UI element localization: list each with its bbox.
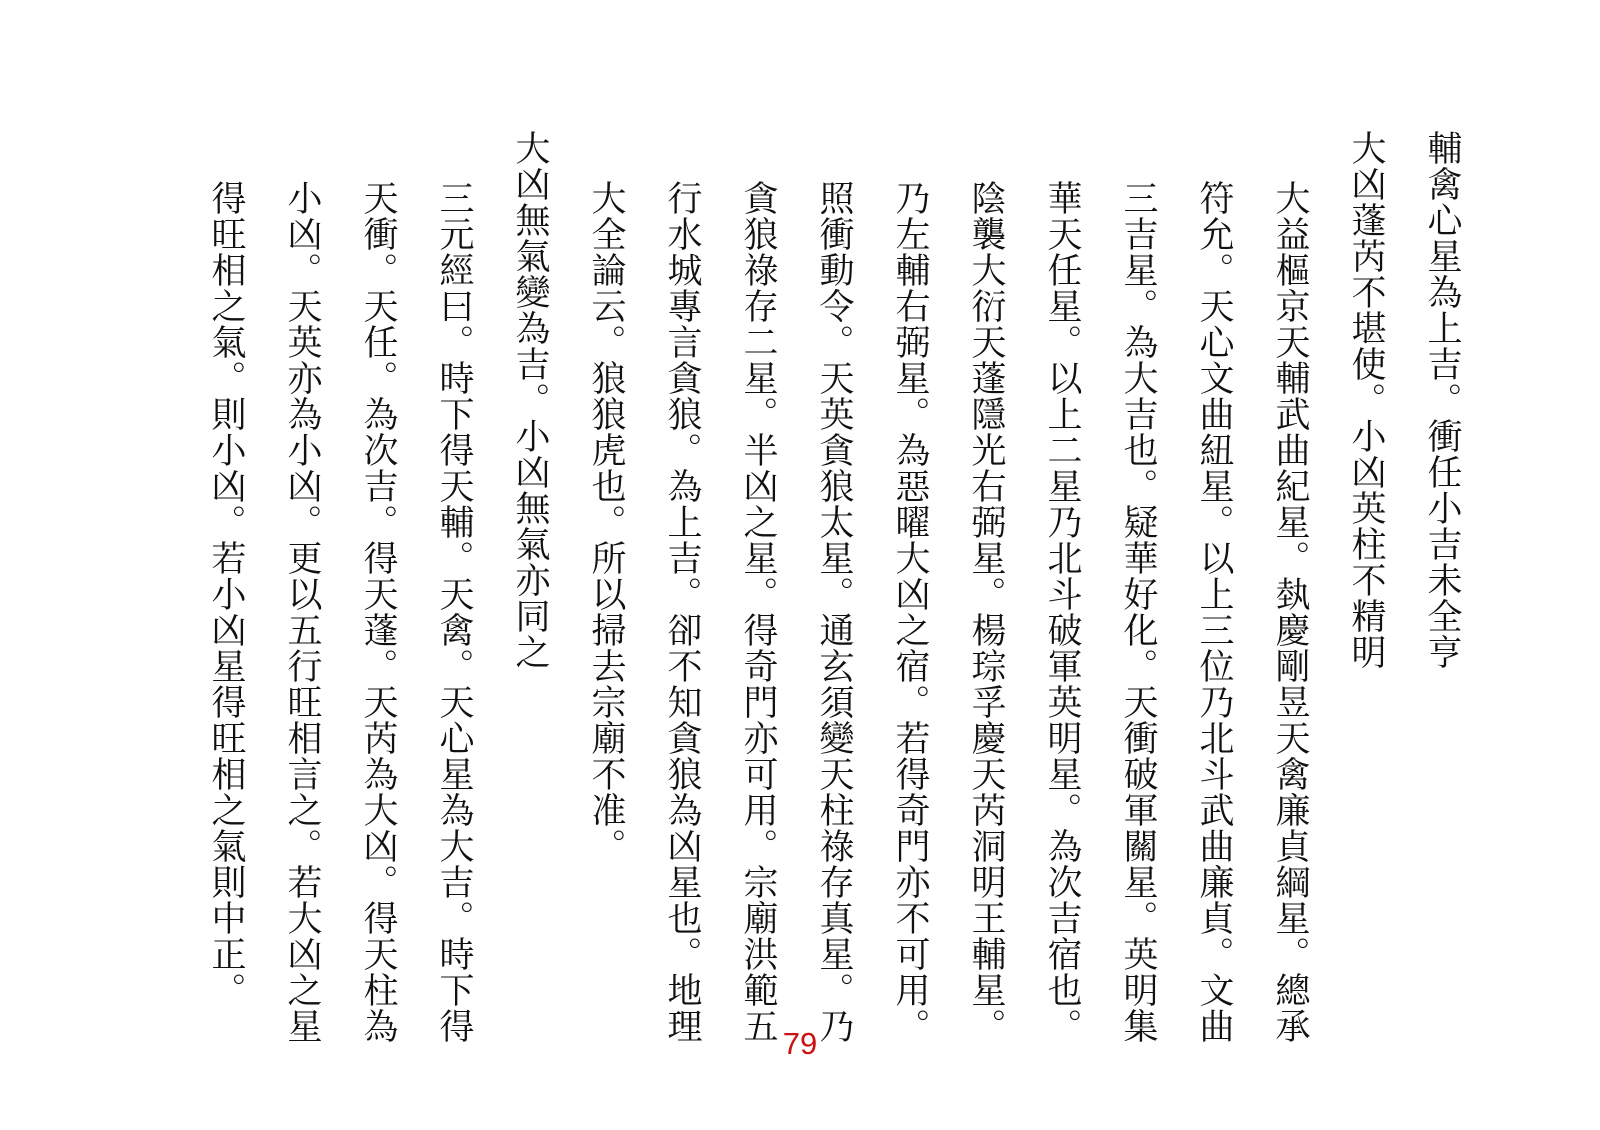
commentary-column: 三吉星。為大吉也。疑華好化。天衝破軍關星。英明集 [1118,180,1158,1044]
commentary-column: 大全論云。狼狼虎也。所以掃去宗廟不准。 [586,180,626,864]
verse-column: 大凶蓬芮不堪使。小凶英柱不精明 [1346,130,1386,670]
verse-column: 大凶無氣變為吉。小凶無氣亦同之 [510,130,550,670]
verse-column: 輔禽心星為上吉。衝任小吉未全亨 [1422,130,1462,670]
commentary-column: 乃左輔右弼星。為惡曜大凶之宿。若得奇門亦不可用。 [890,180,930,1044]
commentary-column: 大益樞京天輔武曲紀星。埶慶剛昱天禽廉貞綱星。總承 [1270,180,1310,1044]
commentary-column: 華天任星。以上二星乃北斗破軍英明星。為次吉宿也。 [1042,180,1082,1044]
commentary-column: 天衝。天任。為次吉。得天蓬。天芮為大凶。得天柱為 [358,180,398,1044]
commentary-column: 貪狼祿存二星。半凶之星。得奇門亦可用。宗廟洪範五 [738,180,778,1044]
commentary-column: 陰襲大衍天蓬隱光右弼星。楊琮孚慶天芮洞明王輔星。 [966,180,1006,1044]
commentary-column: 符允。天心文曲紐星。以上三位乃北斗武曲廉貞。文曲 [1194,180,1234,1044]
commentary-column: 得旺相之氣。則小凶。若小凶星得旺相之氣則中正。 [206,180,246,1008]
commentary-column: 三元經曰。時下得天輔。天禽。天心星為大吉。時下得 [434,180,474,1044]
commentary-column: 行水城專言貪狼。為上吉。卻不知貪狼為凶星也。地理 [662,180,702,1044]
commentary-column: 小凶。天英亦為小凶。更以五行旺相言之。若大凶之星 [282,180,322,1044]
commentary-column: 照衝動令。天英貪狼太星。通玄須變天柱祿存真星。乃 [814,180,854,1044]
page-number: 79 [782,1026,818,1061]
